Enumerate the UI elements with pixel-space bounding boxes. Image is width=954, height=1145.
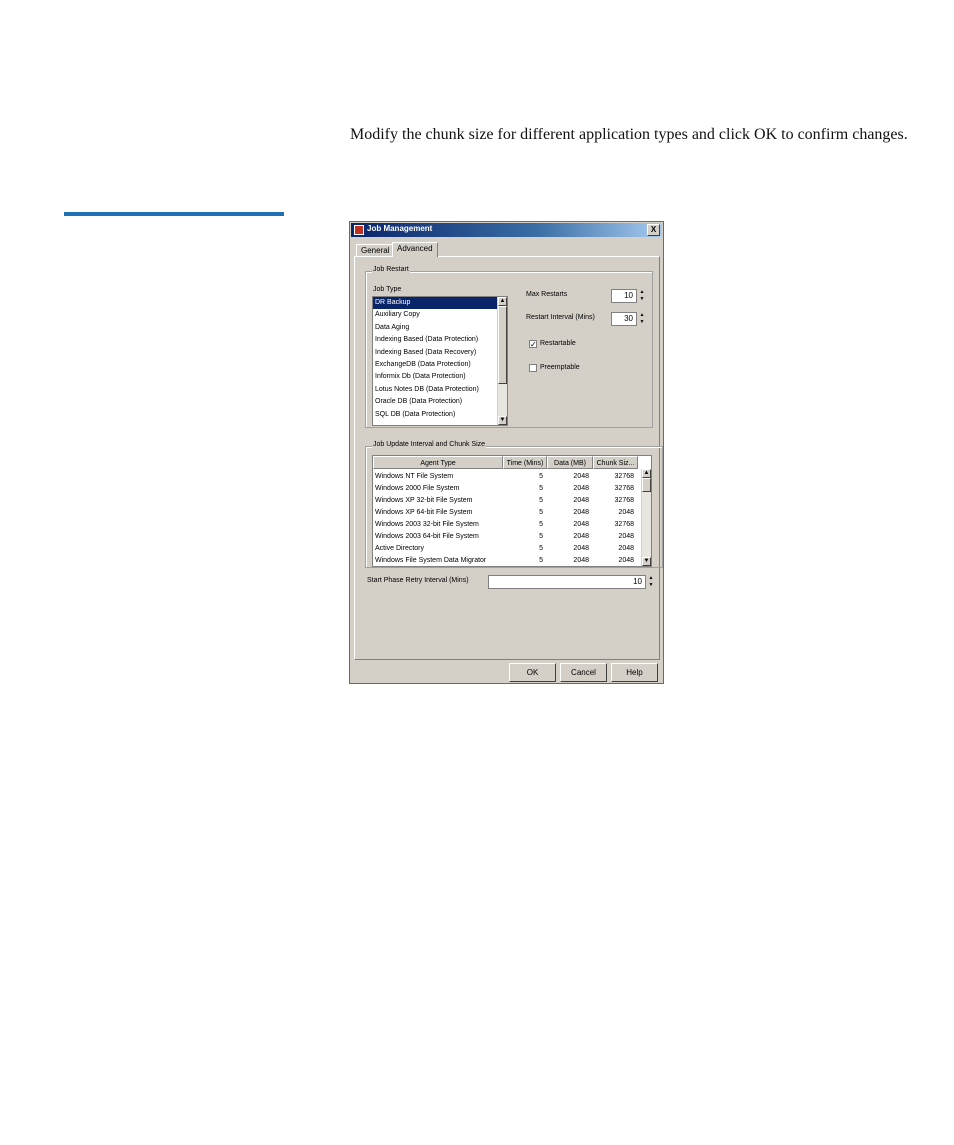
close-button[interactable]: X <box>647 224 660 236</box>
table-cell: 2048 <box>618 533 634 540</box>
scroll-up-icon[interactable]: ▲ <box>643 470 650 476</box>
checkmark-icon: ✓ <box>530 340 537 349</box>
scroll-down-icon[interactable]: ▼ <box>499 417 506 423</box>
table-row[interactable] <box>373 519 638 531</box>
table-cell: 2048 <box>573 545 589 552</box>
list-item[interactable]: Oracle DB (Data Protection) <box>375 398 463 406</box>
table-cell: Windows XP 32-bit File System <box>375 497 473 504</box>
scroll-up-icon[interactable]: ▲ <box>499 298 506 304</box>
restartable-checkbox[interactable] <box>529 340 537 348</box>
preemptable-checkbox[interactable] <box>529 364 537 372</box>
table-row[interactable] <box>373 555 638 567</box>
job-type-label: Job Type <box>373 286 402 293</box>
job-type-group <box>370 286 514 423</box>
table-cell: 5 <box>539 533 543 540</box>
spin-up-icon[interactable]: ▲ <box>639 312 645 318</box>
table-row[interactable] <box>373 543 638 555</box>
table-row[interactable] <box>373 507 638 519</box>
table-cell: 5 <box>539 473 543 480</box>
table-row[interactable] <box>373 531 638 543</box>
table-cell: 5 <box>539 557 543 564</box>
start-phase-retry-spinner[interactable] <box>648 575 654 589</box>
scroll-thumb[interactable] <box>498 306 507 384</box>
column-data[interactable]: Data (MB) <box>547 456 593 469</box>
table-cell: 2048 <box>573 485 589 492</box>
restart-interval-input[interactable]: 30 <box>611 312 637 326</box>
table-scrollbar[interactable] <box>641 469 651 566</box>
table-cell: Windows File System Data Migrator <box>375 557 487 564</box>
preemptable-label: Preemptable <box>540 364 580 371</box>
table-row[interactable] <box>373 483 638 495</box>
table-cell: 32768 <box>614 473 634 480</box>
table-cell: 2048 <box>573 557 589 564</box>
spin-up-icon[interactable]: ▲ <box>639 289 645 295</box>
list-item[interactable]: ExchangeDB (Data Protection) <box>375 360 471 368</box>
restart-interval-spinner[interactable] <box>639 312 645 326</box>
table-cell: 2048 <box>618 557 634 564</box>
list-item[interactable]: Data Aging <box>375 323 410 331</box>
max-restarts-spinner[interactable] <box>639 289 645 303</box>
table-header <box>373 456 638 469</box>
spin-up-icon[interactable]: ▲ <box>648 575 654 581</box>
table-cell: 2048 <box>573 509 589 516</box>
agent-chunk-table[interactable] <box>372 455 652 567</box>
job-management-dialog <box>349 221 664 684</box>
list-item[interactable]: DR Backup <box>373 297 497 309</box>
update-interval-group <box>365 441 663 568</box>
table-cell: 2048 <box>573 473 589 480</box>
list-item[interactable]: Indexing Based (Data Protection) <box>375 336 479 344</box>
table-cell: 5 <box>539 485 543 492</box>
dialog-title: Job Management <box>367 224 433 233</box>
start-phase-retry-label: Start Phase Retry Interval (Mins) <box>367 577 469 584</box>
table-cell: 2048 <box>573 521 589 528</box>
list-item[interactable]: SQL DB (Data Protection) <box>375 410 456 418</box>
title-bar <box>351 223 662 237</box>
advanced-tab-panel <box>354 256 660 660</box>
instruction-paragraph: Modify the chunk size for different application types and click OK to confirm changes. <box>350 126 908 143</box>
list-item[interactable]: Lotus Notes DB (Data Protection) <box>375 385 479 393</box>
help-button[interactable]: Help <box>611 663 658 682</box>
job-restart-label: Job Restart <box>373 266 409 273</box>
job-type-scrollbar[interactable] <box>497 297 507 425</box>
tab-general[interactable]: General <box>356 244 394 257</box>
scroll-down-icon[interactable]: ▼ <box>643 558 650 564</box>
table-cell: 2048 <box>618 545 634 552</box>
list-item[interactable]: Indexing Based (Data Recovery) <box>375 348 477 356</box>
restart-interval-label: Restart Interval (Mins) <box>526 314 595 321</box>
list-item[interactable]: Informix Db (Data Protection) <box>375 373 466 381</box>
table-cell: 32768 <box>614 485 634 492</box>
job-restart-group <box>365 266 653 428</box>
table-cell: 2048 <box>573 533 589 540</box>
max-restarts-input[interactable]: 10 <box>611 289 637 303</box>
table-cell: 5 <box>539 545 543 552</box>
cancel-button[interactable]: Cancel <box>560 663 607 682</box>
app-icon <box>354 225 364 235</box>
table-cell: 5 <box>539 497 543 504</box>
list-item[interactable]: Auxiliary Copy <box>375 311 420 319</box>
table-cell: 2048 <box>573 497 589 504</box>
table-row[interactable] <box>373 471 638 483</box>
table-cell: 2048 <box>618 509 634 516</box>
column-time[interactable]: Time (Mins) <box>503 456 547 469</box>
spin-down-icon[interactable]: ▼ <box>639 319 645 325</box>
spin-down-icon[interactable]: ▼ <box>639 296 645 302</box>
restartable-label: Restartable <box>540 340 576 347</box>
table-cell: 5 <box>539 521 543 528</box>
job-type-listbox[interactable] <box>372 296 508 426</box>
ok-button[interactable]: OK <box>509 663 556 682</box>
update-interval-label: Job Update Interval and Chunk Size <box>373 441 486 448</box>
table-row[interactable] <box>373 495 638 507</box>
scroll-thumb[interactable] <box>642 478 651 492</box>
column-chunk-size[interactable]: Chunk Siz... <box>593 456 638 469</box>
table-cell: 32768 <box>614 521 634 528</box>
tab-advanced[interactable]: Advanced <box>392 242 438 257</box>
table-cell: Windows NT File System <box>375 473 454 480</box>
table-cell: Active Directory <box>375 545 425 552</box>
table-cell: 5 <box>539 509 543 516</box>
table-cell: Windows 2003 64-bit File System <box>375 533 479 540</box>
column-agent-type[interactable]: Agent Type <box>373 456 503 469</box>
table-cell: Windows 2003 32-bit File System <box>375 521 479 528</box>
spin-down-icon[interactable]: ▼ <box>648 582 654 588</box>
start-phase-retry-input[interactable]: 10 <box>488 575 646 589</box>
table-cell: Windows 2000 File System <box>375 485 460 492</box>
table-cell: Windows XP 64-bit File System <box>375 509 473 516</box>
section-rule <box>64 212 284 216</box>
table-cell: 32768 <box>614 497 634 504</box>
max-restarts-label: Max Restarts <box>526 291 568 298</box>
